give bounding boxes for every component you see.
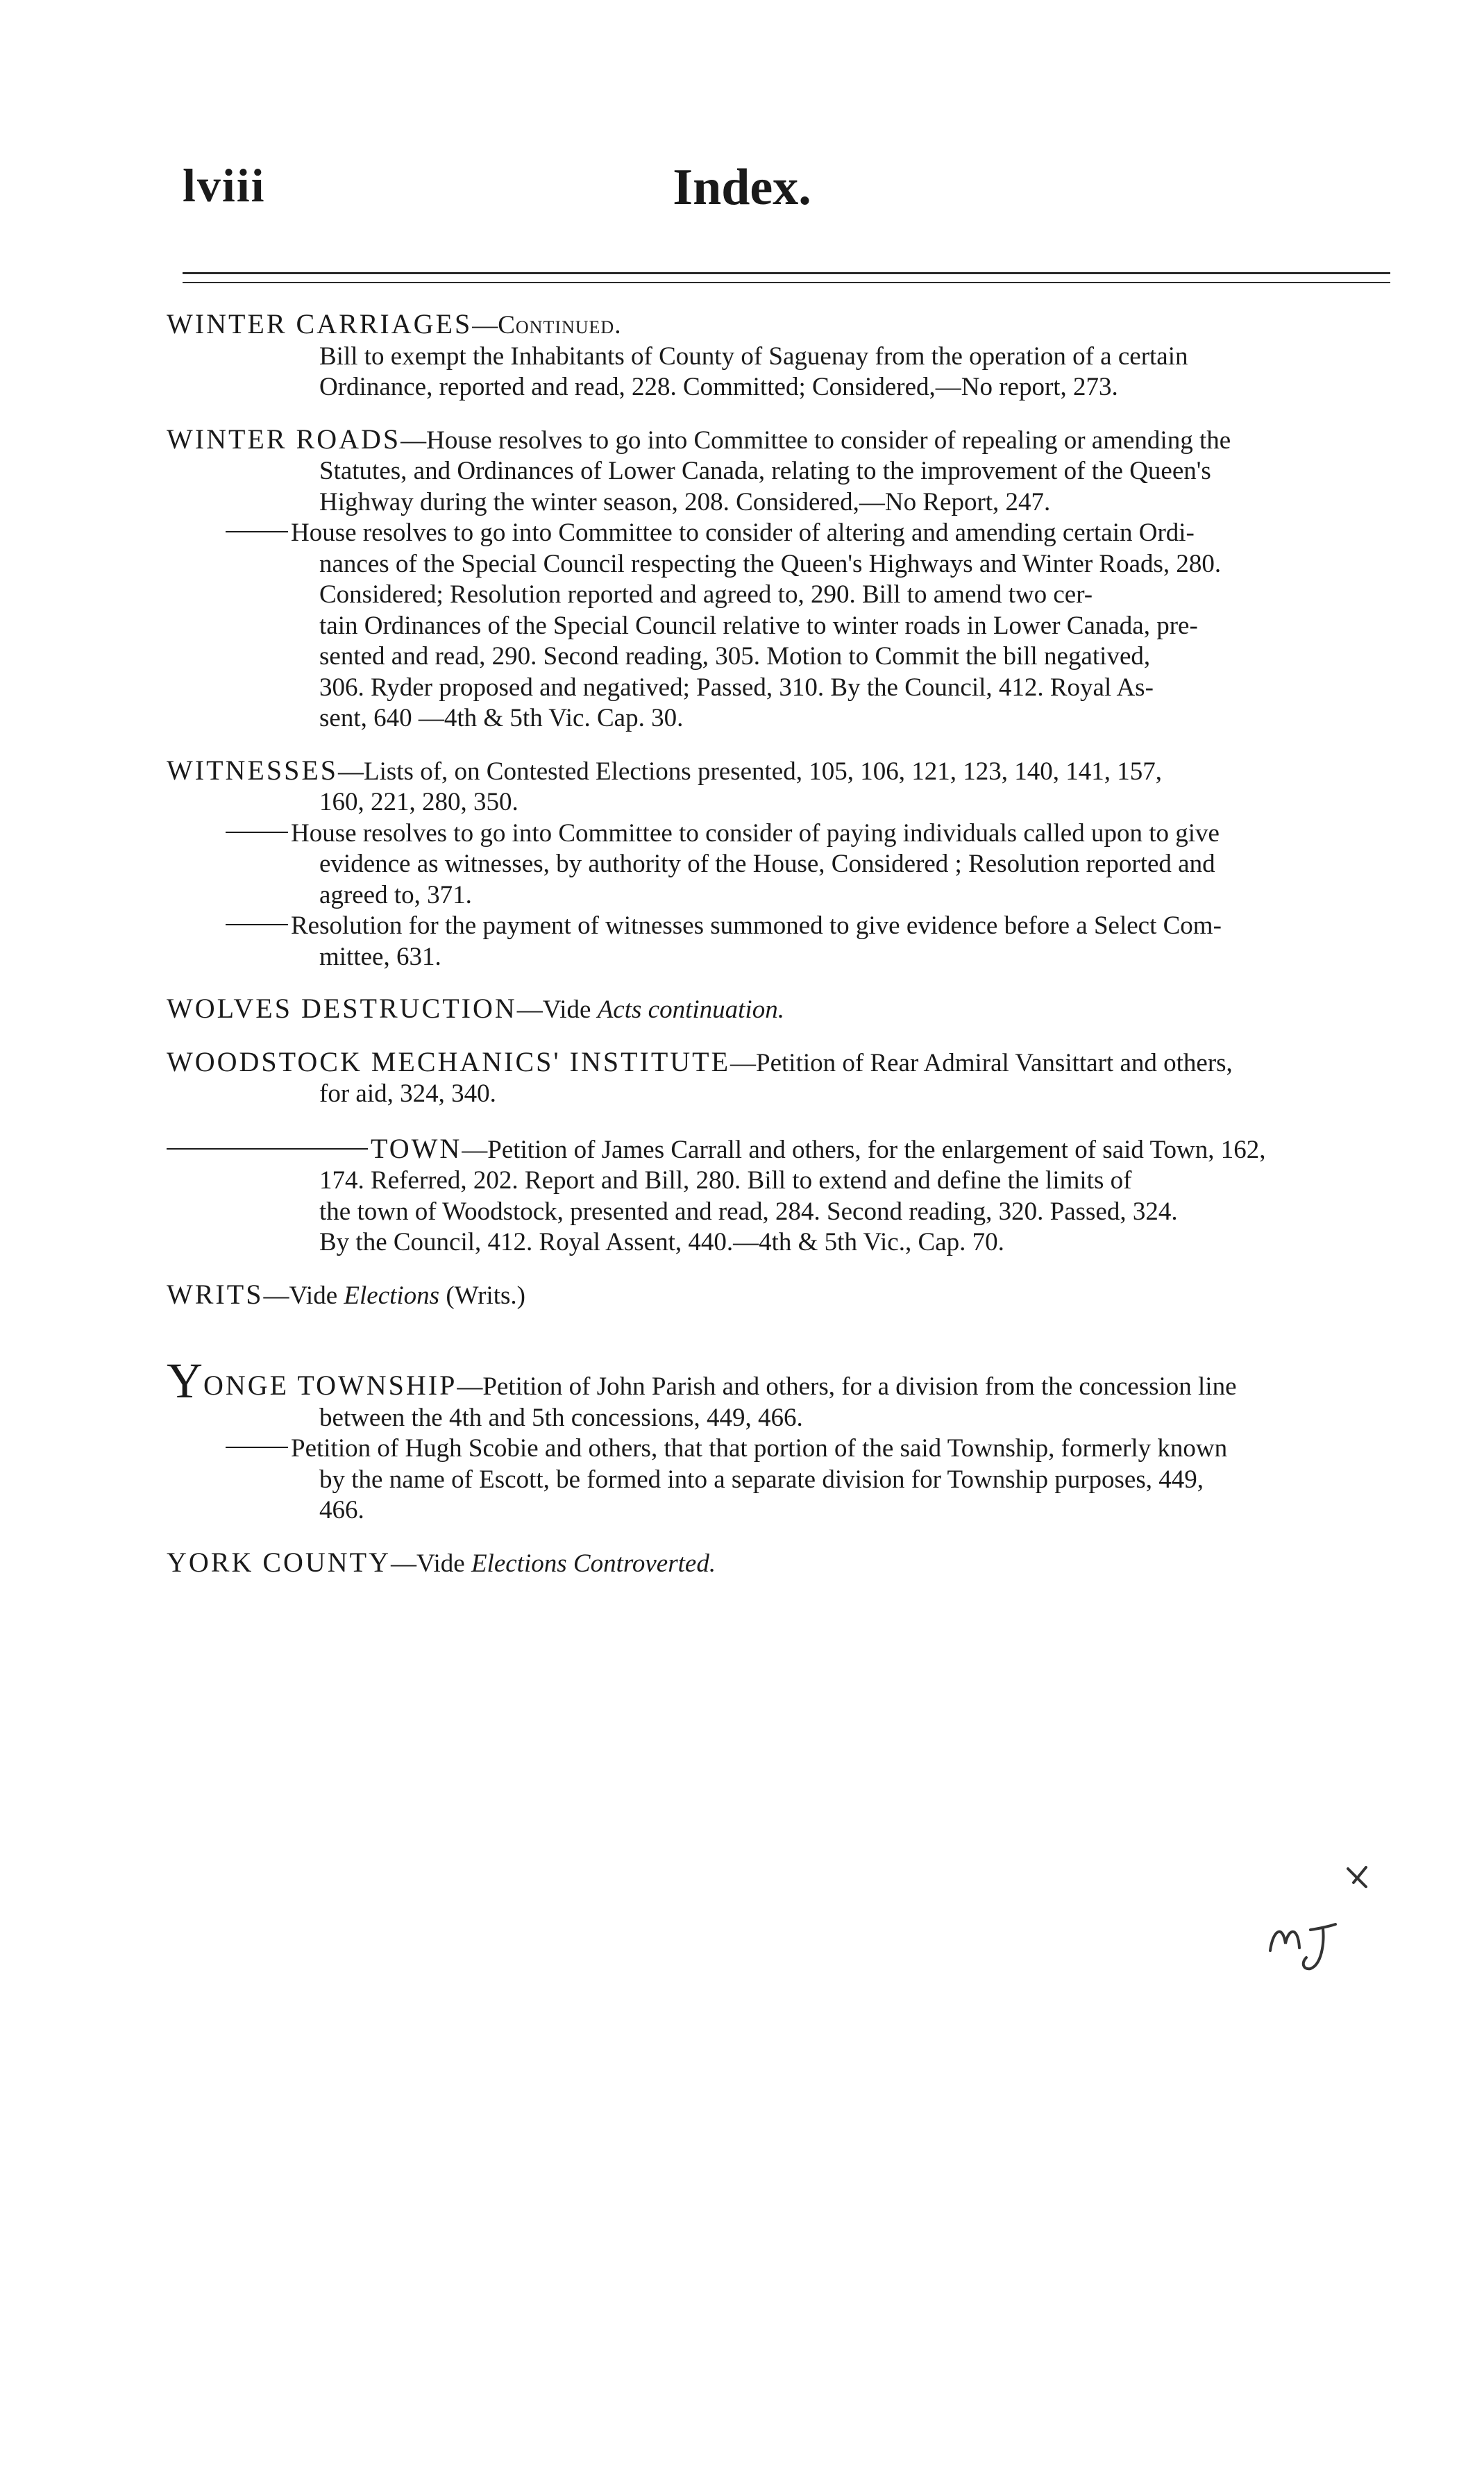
- entry-line: 174. Referred, 202. Report and Bill, 280. Bill to extend and define the limits of: [319, 1166, 1132, 1195]
- entry-line: evidence as witnesses, by authority of the House, Considered ; Resolution reported and: [319, 850, 1215, 878]
- entry-line: nances of the Special Council respecting the Queen's Highways and Winter Roads, 280.: [319, 549, 1222, 578]
- index-entries: [167, 309, 1395, 1600]
- entry-heading: ONGE TOWNSHIP: [203, 1370, 457, 1401]
- index-entry-winter-roads: [167, 424, 1395, 734]
- entry-text: —Petition of Rear Admiral Vansittart and others,: [730, 1048, 1233, 1077]
- ditto-dash: [226, 832, 288, 833]
- page-header: [0, 158, 1484, 235]
- ditto-dash: [226, 924, 288, 925]
- entry-line: sent, 640 —4th & 5th Vic. Cap. 30.: [319, 704, 684, 732]
- index-entry-winter-carriages: [167, 309, 1395, 403]
- entry-line: Highway during the winter season, 208. Considered,—No Report, 247.: [319, 487, 1051, 516]
- entry-text: —Vide: [516, 995, 598, 1024]
- entry-text: —House resolves to go into Committee to consider of repealing or amending the: [400, 426, 1231, 455]
- entry-heading: WITNESSES: [167, 754, 338, 786]
- index-entry-woodstock-institute: [167, 1047, 1395, 1110]
- handwritten-mark: [1249, 1847, 1388, 1985]
- cross-reference: Elections: [344, 1281, 440, 1310]
- sub-entry-text: Resolution for the payment of witnesses summoned to give evidence before a Select Com-: [291, 911, 1222, 940]
- index-entry-yonge-township: [167, 1353, 1395, 1526]
- entry-line: Ordinance, reported and read, 228. Committed; Considered,—No report, 273.: [319, 373, 1118, 401]
- entry-text: —Lists of, on Contested Elections presented, 105, 106, 121, 123, 140, 141, 157,: [338, 757, 1162, 786]
- entry-text: —Petition of James Carrall and others, for the enlargement of said Town, 162,: [462, 1135, 1266, 1164]
- cross-reference: Elections Controverted.: [471, 1549, 716, 1578]
- continued-label: Continued.: [498, 311, 622, 339]
- entry-line: the town of Woodstock, presented and read, 284. Second reading, 320. Passed, 324.: [319, 1197, 1178, 1226]
- entry-line: between the 4th and 5th concessions, 449, 466.: [319, 1403, 803, 1432]
- entry-heading: YORK COUNTY: [167, 1546, 391, 1578]
- entry-line: tain Ordinances of the Special Council relative to winter roads in Lower Canada, pre-: [319, 611, 1198, 640]
- entry-line: agreed to, 371.: [319, 880, 472, 909]
- entry-line: 306. Ryder proposed and negatived; Passed, 310. By the Council, 412. Royal As-: [319, 673, 1154, 702]
- header-rule: [183, 272, 1390, 274]
- entry-line: by the name of Escott, be formed into a separate division for Township purposes, 449,: [319, 1465, 1204, 1494]
- entry-line: Bill to exempt the Inhabitants of County of Saguenay from the operation of a certain: [319, 342, 1188, 371]
- sub-entry-text: House resolves to go into Committee to consider of altering and amending certain Ordi-: [291, 519, 1195, 547]
- index-entry-york-county: [167, 1547, 1395, 1580]
- index-entry-witnesses: [167, 755, 1395, 973]
- entry-heading: WOLVES DESTRUCTION: [167, 993, 517, 1024]
- entry-text: —Vide: [263, 1281, 344, 1310]
- entry-heading: TOWN: [371, 1132, 462, 1164]
- index-entry-wolves-destruction: [167, 993, 1395, 1026]
- entry-separator: —: [472, 311, 498, 339]
- page-title: Index.: [673, 159, 811, 216]
- entry-text: —Vide: [391, 1549, 471, 1578]
- section-initial: Y: [167, 1353, 203, 1408]
- entry-text: —Petition of John Parish and others, for a division from the concession line: [457, 1372, 1237, 1401]
- sub-entry-text: Petition of Hugh Scobie and others, that that portion of the said Township, formerly known: [291, 1434, 1228, 1463]
- index-entry-writs: [167, 1279, 1395, 1312]
- entry-line: Considered; Resolution reported and agreed to, 290. Bill to amend two cer-: [319, 580, 1093, 609]
- page-number: lviii: [183, 159, 266, 212]
- entry-heading: WINTER ROADS: [167, 423, 401, 455]
- sub-entry-text: House resolves to go into Committee to consider of paying individuals called upon to give: [291, 818, 1220, 848]
- entry-line: By the Council, 412. Royal Assent, 440.—4th & 5th Vic., Cap. 70.: [319, 1228, 1004, 1256]
- entry-text-after: (Writs.): [439, 1281, 525, 1310]
- entry-line: Statutes, and Ordinances of Lower Canada, relating to the improvement of the Queen's: [319, 457, 1211, 485]
- entry-line: sented and read, 290. Second reading, 305. Motion to Commit the bill negatived,: [319, 642, 1151, 671]
- cross-reference: Acts continuation.: [597, 995, 784, 1024]
- ditto-dash: [226, 531, 288, 532]
- entry-heading: WOODSTOCK MECHANICS' INSTITUTE: [167, 1045, 731, 1077]
- entry-line: 160, 221, 280, 350.: [319, 788, 518, 816]
- index-entry-woodstock-town: [167, 1134, 1395, 1259]
- header-rule-thin: [183, 282, 1390, 283]
- entry-line: mittee, 631.: [319, 942, 441, 971]
- ditto-dash: [226, 1447, 288, 1448]
- entry-line: for aid, 324, 340.: [319, 1079, 496, 1108]
- entry-heading: WRITS: [167, 1278, 264, 1310]
- entry-heading: WINTER CARRIAGES: [167, 308, 473, 339]
- ditto-dash: [167, 1148, 368, 1150]
- entry-line: 466.: [319, 1496, 364, 1524]
